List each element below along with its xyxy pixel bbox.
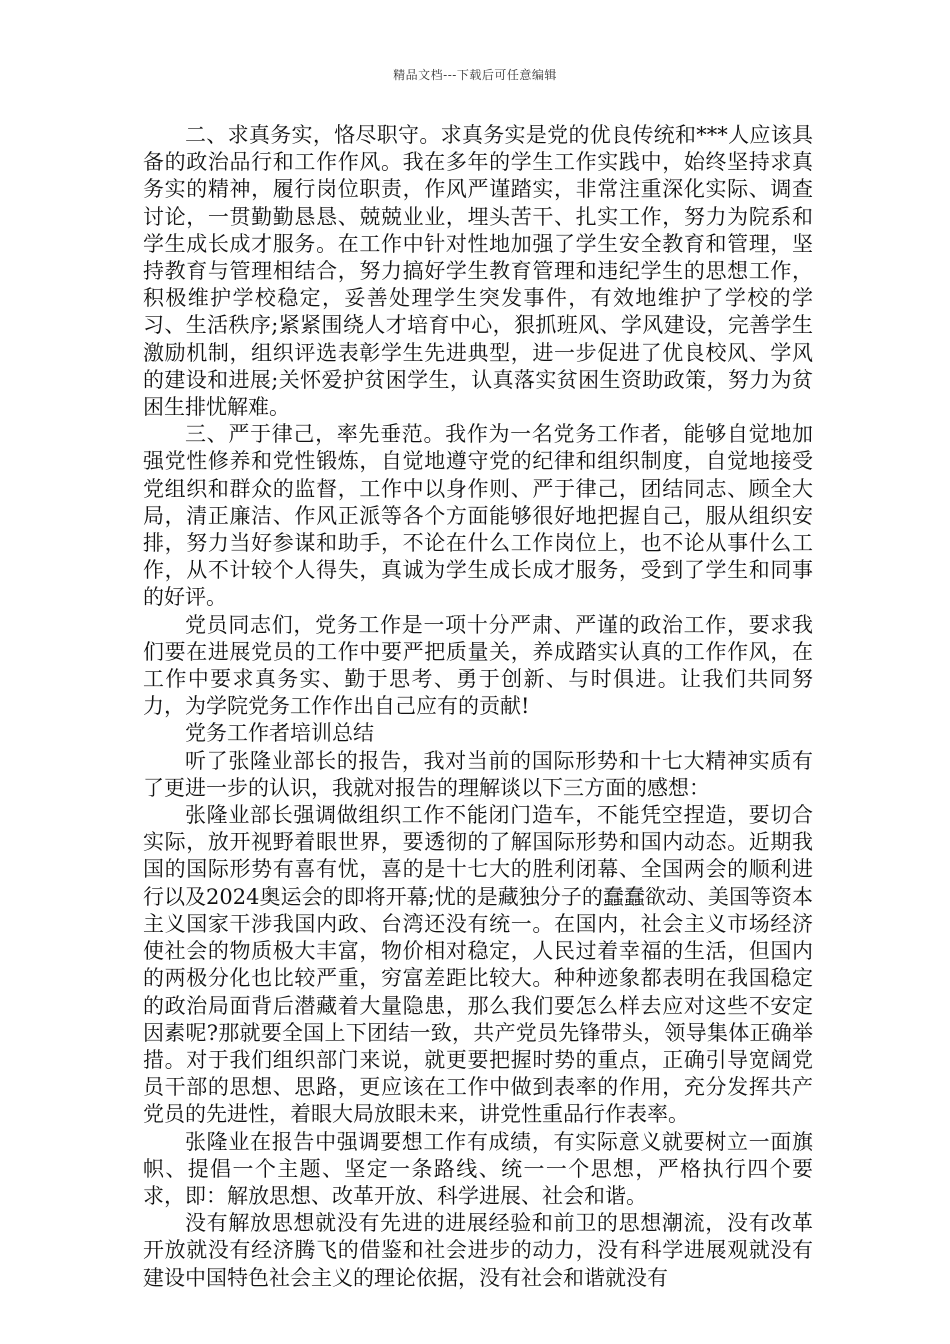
paragraph-international-situation: 张隆业部长强调做组织工作不能闭门造车，不能凭空捏造，要切合实际，放开视野着眼世界，要透彻的了解国际形势和国内动态。近期我国的国际形势有喜有忧，喜的是十七大的胜利闭幕、全国两会的顺利进行以及2024奥运会的即将开幕;忧的是藏独分子的蠢蠢欲动、美国等资本主义国家干涉我国内政、台湾还没有统一。在国内，社会主义市场经济使社会的物质极大丰富，物价相对稳定，人民过着幸福的生活，但国内的两极分化也比较严重，穷富差距比较大。种种迹象都表明在我国稳定的政治局面背后潜藏着大量隐患，那么我们要怎么样去应对这些不安定因素呢?那就要全国上下团结一致，共产党员先锋带头，领导集体正确举措。对于我们组织部门来说，就更要把握时势的重点，正确引导宽阔党员干部的思想、思路，更应该在工作中做到表率的作用，充分发挥共产党员的先进性，着眼大局放眼未来，讲党性重品行作表率。 [143, 803, 813, 1127]
paragraph-report-intro: 听了张隆业部长的报告，我对当前的国际形势和十七大精神实质有了更进一步的认识，我就对报告的理解谈以下三方面的感想： [143, 748, 813, 800]
paragraph-self-discipline: 三、严于律己，率先垂范。我作为一名党务工作者，能够自觉地加强党性修养和党性锻炼，自觉地遵守党的纪律和组织制度，自觉地接受党组织和群众的监督，工作中以身作则、严于律己，团结同志、顾全大局，清正廉洁、作风正派等各个方面能够很好地把握自己，服从组织安排，努力当好参谋和助手，不论在什么工作岗位上，也不论从事什么工作，从不计较个人得失，真诚为学生成长成才服务，受到了学生和同事的好评。 [143, 422, 813, 610]
paragraph-honest-duty: 二、求真务实，恪尽职守。求真务实是党的优良传统和***人应该具备的政治品行和工作作风。我在多年的学生工作实践中，始终坚持求真务实的精神，履行岗位职责，作风严谨踏实，非常注重深化实际、调查讨论，一贯勤勤恳恳、兢兢业业，埋头苦干、扎实工作，努力为院系和学生成长成才服务。在工作中针对性地加强了学生安全教育和管理，坚持教育与管理相结合，努力搞好学生教育管理和违纪学生的思想工作，积极维护学校稳定，妥善处理学生突发事件，有效地维护了学校的学习、生活秩序;紧紧围绕人才培育中心，狠抓班风、学风建设，完善学生激励机制，组织评选表彰学生先进典型，进一步促进了优良校风、学风的建设和进展;关怀爱护贫困学生，认真落实贫困生资助政策，努力为贫困生排忧解难。 [143, 123, 813, 420]
paragraph-appeal: 党员同志们，党务工作是一项十分严肃、严谨的政治工作，要求我们要在进展党员的工作中要严把质量关，养成踏实认真的工作作风，在工作中要求真务实、勤于思考、勇于创新、与时俱进。让我们共同努力，为学院党务工作作出自己应有的贡献! [143, 612, 813, 719]
section-heading: 党务工作者培训总结 [185, 721, 374, 746]
paragraph-four-requirements: 张隆业在报告中强调要想工作有成绩，有实际意义就要树立一面旗帜、提倡一个主题、坚定一条路线、统一一个思想，严格执行四个要求，即：解放思想、改革开放、科学进展、社会和谐。 [143, 1129, 813, 1208]
paragraph-without-emancipation: 没有解放思想就没有先进的进展经验和前卫的思想潮流，没有改革开放就没有经济腾飞的借鉴和社会进步的动力，没有科学进展观就没有建设中国特色社会主义的理论依据，没有社会和谐就没有 [143, 1211, 813, 1290]
page-header: 精品文档---下载后可任意编辑 [393, 68, 557, 82]
document-body [143, 122, 813, 1292]
